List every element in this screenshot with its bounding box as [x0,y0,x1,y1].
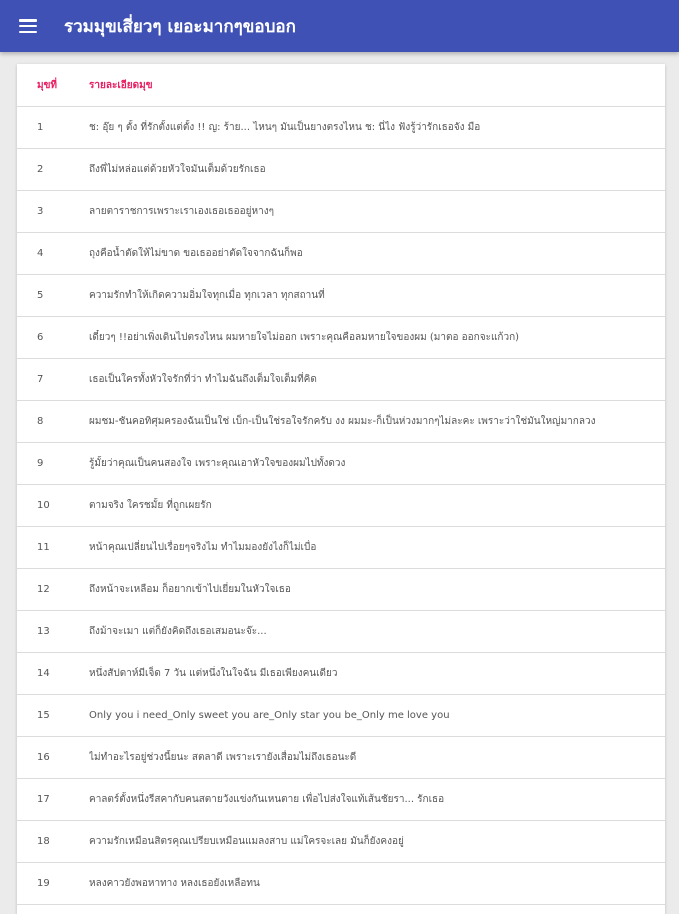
joke-number: 5 [37,290,44,301]
joke-number: 6 [37,332,44,343]
header-joke-number: มุขที่ [37,79,58,91]
header-joke-detail: รายละเอียดมุข [89,79,153,91]
table-row[interactable] [17,443,665,485]
joke-number: 7 [37,374,44,385]
joke-text: ถุงคือน้ำตัดให้ไม่ขาด ขอเธออย่าตัดใจจากฉันก็พอ [89,248,303,259]
table-row[interactable] [17,149,665,191]
joke-number: 2 [37,164,44,175]
table-row[interactable] [17,401,665,443]
table-row[interactable] [17,317,665,359]
joke-number: 9 [37,458,44,469]
joke-text: ความรักทำให้เกิดความอิ่มใจทุกเมื่อ ทุกเวลา ทุกสถานที่ [89,290,325,301]
joke-number: 10 [37,500,50,511]
joke-number: 15 [37,710,50,721]
menu-button[interactable] [0,0,56,52]
joke-number: 17 [37,794,50,805]
joke-text: ถึงหน้าจะเหลือม ก็อยากเข้าไปเยี่ยมในหัวใจเธอ [89,584,291,595]
joke-text: หน้าคุณเปลี่ยนไปเรื่อยๆจริงไม ทำไมมองยังไงก็ไม่เบื่อ [89,542,317,553]
table-row[interactable] [17,611,665,653]
joke-number: 18 [37,836,50,847]
joke-text: รู้มั้ยว่าคุณเป็นคนสองใจ เพราะคุณเอาหัวใจของผมไปทั้งดวง [89,458,346,469]
table-row[interactable] [17,233,665,275]
table-row[interactable] [17,821,665,863]
joke-text: เธอเป็นใครทั้งหัวใจรักที่ว่า ทำไมฉันถึงเต็มใจเต็มที่คิด [89,374,317,385]
joke-text: Only you i need_Only sweet you are_Only star you be_Only me love you [89,710,450,721]
joke-number: 16 [37,752,50,763]
joke-number: 4 [37,248,44,259]
joke-text: คาลตร์ตั้งหนึ่งรีสคากับคนสตายวังแข่งกันเหนตาย เพื่อไปส่งใจแท้เส้นชัยรา... รักเธอ [89,794,445,805]
joke-text: เดี๋ยวๆ !!อย่าเพิ่งเดินไปตรงไหน ผมหายใจไม่ออก เพราะคุณคือลมหายใจของผม (มาตอ ออกจะแก้วก) [89,332,520,343]
table-body [17,107,665,905]
joke-number: 3 [37,206,44,217]
table-row[interactable] [17,275,665,317]
joke-text: ตามจริง ใครชมั้ย ที่ถูกเผยรัก [89,500,212,511]
joke-text: หนึ่งสัปดาห์มีเจ็ด 7 วัน แต่หนึ่งในใจฉัน มีเธอเพียงคนเดียว [89,668,338,679]
table-row[interactable] [17,527,665,569]
joke-text: หลงคาวยังพอหาทาง หลงเธอยังเหลือทน [89,878,260,889]
joke-number: 8 [37,416,44,427]
table-row[interactable] [17,359,665,401]
joke-text: ผมชม-ชันคอทิศุมครองฉันเป็นใช่ เบ็ก-เป็นใช่รอใจรักครับ งง ผมมะ-ก็เป็นห่วงมากๆไม่ละคะ เพราะว่าใช่มันใหญ่มากลวง [89,416,596,427]
joke-text: ลายตาราชการเพราะเราเองเธอเธออยู่หางๆ [89,206,274,217]
hamburger-menu-icon [19,19,37,33]
table-row[interactable] [17,779,665,821]
table-row[interactable] [17,191,665,233]
table-row[interactable] [17,653,665,695]
joke-text: ถึงม้าจะเมา แต่ก็ยังคิดถึงเธอเสมอนะจ๊ะ... [89,626,267,637]
table-row[interactable] [17,485,665,527]
joke-text: ช: อุ๊ย ๆ ตั้ง ที่รักตั้งแต่ตั้ง !! ญ: ร้าย... ไหนๆ มันเป็นยางตรงไหน ช: นี่ไง ฟังรู้ว่ารักเธอจัง มือ [89,122,481,133]
joke-number: 11 [37,542,50,553]
table-header [17,64,665,107]
joke-number: 1 [37,122,44,133]
app-bar [0,0,679,52]
table-row[interactable] [17,863,665,905]
joke-number: 12 [37,584,50,595]
joke-text: ถึงพี่ไม่หล่อแต่ด้วยหัวใจมันเต็มด้วยรักเธอ [89,164,266,175]
table-row[interactable] [17,695,665,737]
table-row[interactable] [17,107,665,149]
joke-number: 13 [37,626,50,637]
joke-text: ความรักเหมือนสิตรคุณเปรียบเหมือนแมลงสาบ แม่ใครจะเลย มันก็ยังคงอยู่ [89,836,404,847]
joke-table-card [17,64,665,914]
joke-text: ไม่ทำอะไรอยู่ช่วงนี้ยนะ สตลาดี เพราะเรายังเสื่อมไม่ถึงเธอนะดี [89,752,357,763]
joke-number: 19 [37,878,50,889]
joke-number: 14 [37,668,50,679]
table-row[interactable] [17,569,665,611]
app-title: รวมมุขเสี่ยวๆ เยอะมากๆขอบอก [64,16,296,37]
table-row[interactable] [17,737,665,779]
